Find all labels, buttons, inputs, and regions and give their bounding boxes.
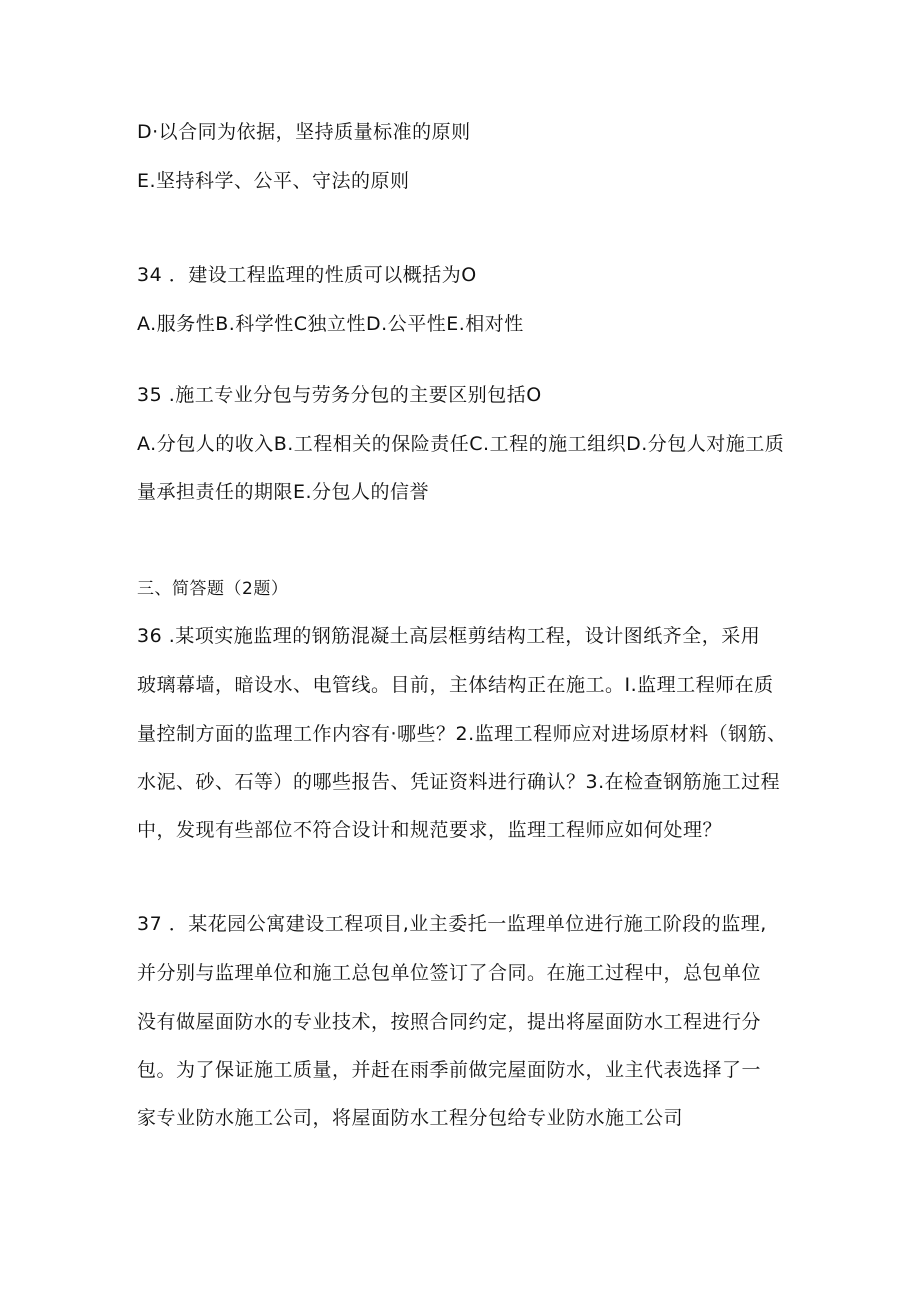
section-3-heading: 三、简答题（2题） — [137, 579, 289, 599]
q37-line-5: 家专业防水施工公司，将屋面防水工程分包给专业防水施工公司 — [137, 1107, 684, 1129]
q36-line-1: 36 .某项实施监理的钢筋混凝土高层框剪结构工程，设计图纸齐全，采用 — [137, 625, 761, 647]
q33-option-d: D·以合同为依据，坚持质量标准的原则 — [137, 121, 471, 143]
q33-option-e: E.坚持科学、公平、守法的原则 — [137, 170, 410, 192]
q37-line-3: 没有做屋面防水的专业技术，按照合同约定，提出将屋面防水工程进行分 — [137, 1011, 762, 1033]
q34-stem: 34 ．建设工程监理的性质可以概括为O — [137, 264, 477, 286]
q37-line-1: 37 ．某花园公寓建设工程项目,业主委托一监理单位进行施工阶段的监理, — [137, 913, 767, 935]
q35-options-line-2: 量承担责任的期限E.分包人的信誉 — [137, 481, 430, 503]
q37-line-2: 并分别与监理单位和施工总包单位签订了合同。在施工过程中，总包单位 — [137, 962, 762, 984]
q34-options: A.服务性B.科学性C独立性D.公平性E.相对性 — [137, 313, 524, 335]
q36-line-3: 量控制方面的监理工作内容有·哪些？2.监理工程师应对进场原材料（钢筋、 — [137, 723, 787, 745]
q35-stem: 35 .施工专业分包与劳务分包的主要区别包括O — [137, 384, 542, 406]
q36-line-4: 水泥、砂、石等）的哪些报告、凭证资料进行确认？3.在检查钢筋施工过程 — [137, 771, 781, 793]
q36-line-5: 中，发现有些部位不符合设计和规范要求，监理工程师应如何处理？ — [137, 819, 723, 841]
q37-line-4: 包。为了保证施工质量，并赶在雨季前做完屋面防水，业主代表选择了一 — [137, 1059, 762, 1081]
q35-options-line-1: A.分包人的收入B.工程相关的保险责任C.工程的施工组织D.分包人对施工质 — [137, 433, 785, 455]
q36-line-2: 玻璃幕墙，暗设水、电管线。目前，主体结构正在施工。I.监理工程师在质 — [137, 674, 774, 696]
